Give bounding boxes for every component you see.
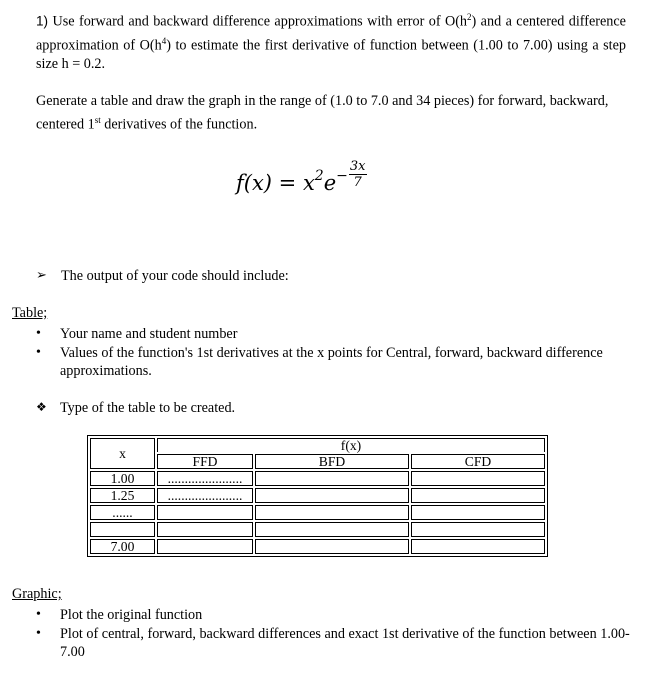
cell-ffd: ...................... xyxy=(157,488,253,503)
formula-denominator: 7 xyxy=(353,175,362,190)
bullet-text: Values of the function's 1st derivatives at the x points for Central, forward, backward difference approximations. xyxy=(60,345,603,379)
cell-ffd: ...................... xyxy=(157,471,253,486)
formula-minus: − xyxy=(336,168,348,184)
question-part2: ) and a centered difference approximation of O(h xyxy=(36,13,626,54)
cell-x xyxy=(90,522,155,537)
cell-x: 1.00 xyxy=(90,471,155,486)
cell-cfd xyxy=(411,522,545,537)
graphic-heading: Graphic; xyxy=(12,586,62,602)
list-item xyxy=(36,606,640,624)
table-row xyxy=(90,505,545,520)
formula-power: 2 xyxy=(314,168,324,184)
table-header-row-1 xyxy=(90,438,545,452)
header-ffd: FFD xyxy=(157,454,253,469)
formula-exponent xyxy=(336,160,366,205)
cell-cfd xyxy=(411,539,545,554)
list-item xyxy=(36,325,640,343)
formula-lhs: f(x) = x xyxy=(236,171,315,195)
table-row xyxy=(90,471,545,486)
question-number: 1) xyxy=(36,13,49,29)
cell-x: 1.25 xyxy=(90,488,155,503)
cell-bfd xyxy=(255,488,409,503)
cell-cfd xyxy=(411,488,545,503)
instruction-part2: derivatives of the function. xyxy=(100,116,258,133)
table-bullets xyxy=(36,325,640,380)
function-formula xyxy=(236,159,367,215)
cell-x: ...... xyxy=(90,505,155,520)
bullet-text: Plot the original function xyxy=(60,607,203,623)
list-item xyxy=(36,344,640,380)
cell-ffd xyxy=(157,522,253,537)
bullet-icon: • xyxy=(36,326,41,341)
table-row xyxy=(90,488,545,503)
header-fx: f(x) xyxy=(157,438,545,452)
instruction-paragraph xyxy=(36,92,626,135)
bullet-icon: • xyxy=(36,607,41,622)
table-row xyxy=(90,522,545,537)
header-x: x xyxy=(90,438,155,469)
output-note-text: The output of your code should include: xyxy=(61,268,289,284)
results-table-template xyxy=(87,435,548,557)
bullet-icon: • xyxy=(36,626,41,641)
instruction-part1: Generate a table and draw the graph in the range of (1.0 to 7.0 and 34 pieces) for forward, backward, centered 1 xyxy=(36,93,609,133)
cell-ffd xyxy=(157,505,253,520)
header-bfd: BFD xyxy=(255,454,409,469)
diamond-bullet-icon: ❖ xyxy=(36,400,47,414)
formula-e: e xyxy=(323,171,337,195)
formula-numerator: 3x xyxy=(349,159,366,174)
cell-cfd xyxy=(411,471,545,486)
table-row xyxy=(90,539,545,554)
cell-x: 7.00 xyxy=(90,539,155,554)
header-cfd: CFD xyxy=(411,454,545,469)
question-part1: Use forward and backward difference approximations with error of O(h xyxy=(48,13,468,30)
instruction-sup: st xyxy=(94,115,101,125)
order-sup-1: 2 xyxy=(467,12,472,22)
cell-bfd xyxy=(255,471,409,486)
bullet-text: Your name and student number xyxy=(60,326,238,342)
formula-fraction xyxy=(349,160,367,189)
question-text xyxy=(36,8,626,74)
cell-bfd xyxy=(255,522,409,537)
cell-cfd xyxy=(411,505,545,520)
graphic-bullets xyxy=(36,606,640,661)
question-part3: ) to estimate the first derivative of function between (1.00 to 7.00) using a step size h = 0.2. xyxy=(36,37,627,73)
bullet-text: Plot of central, forward, backward differences and exact 1st derivative of the function between 1.00-7.00 xyxy=(60,626,630,660)
table-header-row-2 xyxy=(90,454,545,469)
bullet-icon: • xyxy=(36,345,41,360)
list-item xyxy=(36,625,640,661)
table-heading: Table; xyxy=(12,305,48,321)
table-type-text: Type of the table to be created. xyxy=(60,400,236,416)
cell-bfd xyxy=(255,539,409,554)
order-sup-2: 4 xyxy=(161,35,167,46)
cell-ffd xyxy=(157,539,253,554)
cell-bfd xyxy=(255,505,409,520)
arrow-bullet-icon: ➢ xyxy=(36,268,47,283)
